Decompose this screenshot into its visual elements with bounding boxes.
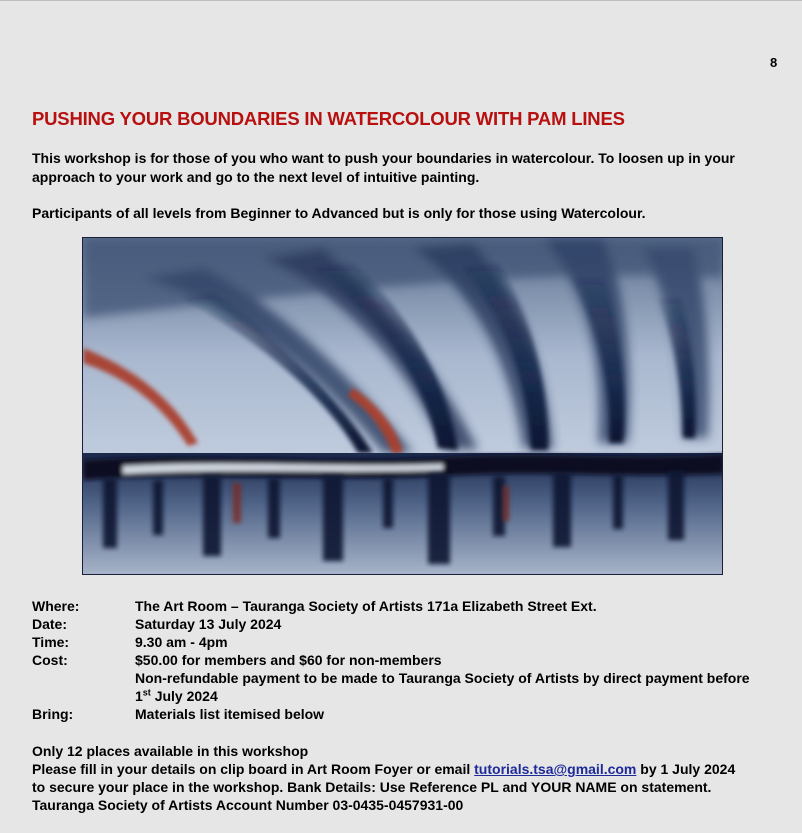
bring-value: Materials list itemised below	[135, 706, 325, 722]
date-row	[32, 615, 792, 633]
account-number: Tauranga Society of Artists Account Number 03-0435-0457931-00	[32, 797, 464, 813]
secure-place-text: to secure your place in the workshop. Bank Details: Use Reference PL and YOUR NAME on statement.	[32, 779, 712, 795]
email-link[interactable]: tutorials.tsa@gmail.com	[474, 761, 637, 777]
where-value: The Art Room – Tauranga Society of Artists 171a Elizabeth Street Ext.	[135, 598, 597, 614]
where-row	[32, 597, 792, 615]
payment-date-rest: July 2024	[154, 688, 218, 704]
cost-amounts: $50.00 for members and $60 for non-members	[135, 652, 442, 668]
time-value: 9.30 am - 4pm	[135, 634, 228, 650]
where-label: Where:	[32, 598, 80, 614]
bring-label: Bring:	[32, 706, 74, 722]
fill-details-prefix: Please fill in your details on clip board in Art Room Foyer or email	[32, 761, 471, 777]
cost-label: Cost:	[32, 652, 68, 668]
intro-paragraph: This workshop is for those of you who want to push your boundaries in watercolour. To loosen up in your approach to your work and go to the next level of intuitive painting.	[32, 150, 735, 185]
cost-row	[32, 651, 792, 705]
bring-row	[32, 705, 792, 723]
top-border-line	[0, 0, 802, 1]
workshop-details	[32, 597, 792, 723]
page-title: PUSHING YOUR BOUNDARIES IN WATERCOLOUR WITH PAM LINES	[32, 108, 625, 129]
time-row	[32, 633, 792, 651]
watercolour-painting-image	[82, 237, 723, 575]
payment-date-day: 1	[135, 688, 143, 704]
payment-date-suffix: st	[142, 687, 151, 698]
booking-notice	[32, 742, 792, 814]
date-value: Saturday 13 July 2024	[135, 616, 282, 632]
participant-levels: Participants of all levels from Beginner to Advanced but is only for those using Watercolour.	[32, 205, 646, 221]
places-available: Only 12 places available in this workshop	[32, 743, 309, 759]
fill-details-line	[32, 760, 792, 778]
fill-details-suffix: by 1 July 2024	[640, 761, 736, 777]
date-label: Date:	[32, 616, 68, 632]
page-number: 8	[770, 55, 778, 70]
payment-terms: Non-refundable payment to be made to Tauranga Society of Artists by direct payment before	[135, 670, 750, 686]
cost-value	[135, 651, 792, 705]
time-label: Time:	[32, 634, 70, 650]
